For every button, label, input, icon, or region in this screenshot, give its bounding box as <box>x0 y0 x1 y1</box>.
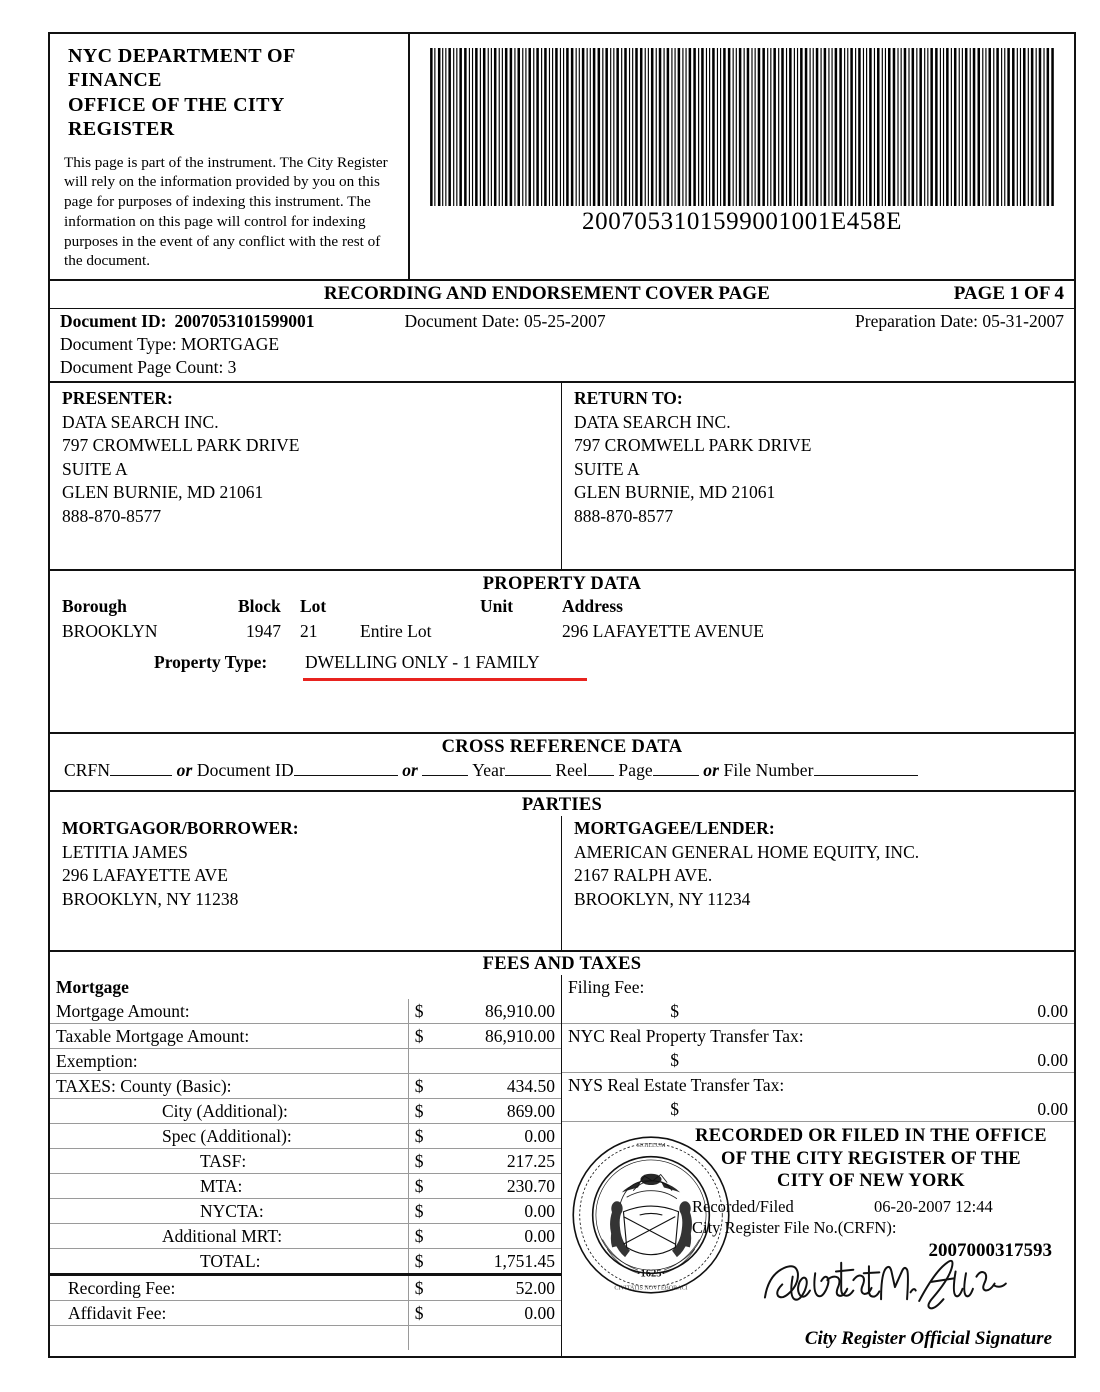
row-amount <box>443 1049 561 1074</box>
year-input[interactable] <box>505 775 551 776</box>
row-dollar: $ <box>408 1024 443 1049</box>
property-type-value: DWELLING ONLY - 1 FAMILY <box>305 652 540 673</box>
fees-and-taxes-title: FEES AND TAXES <box>482 954 642 974</box>
agency-title <box>64 44 394 142</box>
value-lot: 21 <box>300 621 318 642</box>
mortgage-fee-table <box>50 975 561 1350</box>
row-dollar: $ <box>408 1124 443 1149</box>
row-label: NYC Real Property Transfer Tax: <box>562 1024 1074 1049</box>
col-header-address: Address <box>562 596 623 617</box>
table-row-total <box>50 1249 561 1275</box>
cover-page-document <box>48 32 1076 1358</box>
crfn-value: 2007000317593 <box>928 1239 1052 1261</box>
table-row <box>50 1024 561 1049</box>
or-1: or <box>176 759 193 780</box>
row-amount: 0.00 <box>1037 1098 1068 1119</box>
document-id-value: 2007053101599001 <box>174 311 315 332</box>
nyc-city-seal-icon <box>570 1134 732 1296</box>
property-type-highlight-underline <box>303 678 587 681</box>
barcode-number: 2007053101599001001E458E <box>582 208 902 235</box>
row-label: Taxable Mortgage Amount: <box>50 1024 408 1049</box>
row-label: Mortgage Amount: <box>56 1000 190 1021</box>
row-label: NYS Real Estate Transfer Tax: <box>562 1073 1074 1098</box>
file-number-input[interactable] <box>814 775 918 776</box>
document-type: Document Type: MORTGAGE <box>60 334 280 355</box>
barcode-image <box>428 48 1056 206</box>
row-label: TAXES: County (Basic): <box>50 1074 408 1099</box>
table-row <box>562 1073 1074 1098</box>
row-amount: 86,910.00 <box>485 1000 555 1021</box>
agency-disclaimer-text: This page is part of the instrument. The City Register will rely on the information provided by you on this page for purposes of indexing this instrument. The information on this page will control for indexing purposes in the event of any conflict with the rest of the document. <box>64 153 388 270</box>
mortgagee-column <box>562 816 1074 950</box>
mortgagor-line: 296 LAFAYETTE AVE <box>62 865 228 886</box>
value-lot-extent: Entire Lot <box>360 621 432 642</box>
reel-input[interactable] <box>588 775 614 776</box>
row-dollar: $ <box>408 1074 443 1099</box>
svg-text:CIVITATIS NOVI EBORACI: CIVITATIS NOVI EBORACI <box>614 1285 688 1292</box>
col-header-unit: Unit <box>480 596 514 617</box>
cover-page-title-row <box>50 281 1074 309</box>
value-block: 1947 <box>246 621 281 642</box>
document-id-label-xref: Document ID <box>196 759 294 780</box>
mortgagor-column <box>50 816 562 950</box>
presenter-line: GLEN BURNIE, MD 21061 <box>62 482 264 503</box>
mortgagor-line: BROOKLYN, NY 11238 <box>62 888 239 909</box>
property-data-section <box>50 571 1074 734</box>
table-row <box>562 975 1074 999</box>
row-amount: 0.00 <box>443 1301 561 1326</box>
row-amount: 0.00 <box>443 1199 561 1224</box>
row-amount: 0.00 <box>443 1124 561 1149</box>
presenter-line: 797 CROMWELL PARK DRIVE <box>62 435 300 456</box>
page-input[interactable] <box>653 775 699 776</box>
table-row <box>50 1149 561 1174</box>
recording-stamp-heading-line2: OF THE CITY REGISTER OF THE <box>721 1148 1021 1169</box>
row-amount: 0.00 <box>1037 1000 1068 1021</box>
mortgagee-line: BROOKLYN, NY 11234 <box>574 888 751 909</box>
table-row <box>50 1124 561 1149</box>
year-label: Year <box>472 759 505 780</box>
barcode-box <box>410 34 1074 279</box>
row-dollar: $ <box>408 1149 443 1174</box>
fees-and-taxes-section <box>50 952 1074 1356</box>
col-header-block: Block <box>238 596 281 617</box>
document-id-input[interactable] <box>294 775 398 776</box>
row-dollar: $ <box>408 1199 443 1224</box>
return-to-line: SUITE A <box>574 458 640 479</box>
city-register-signature-image <box>758 1250 1018 1312</box>
row-label: Spec (Additional): <box>50 1124 408 1149</box>
file-number-label: File Number <box>723 759 814 780</box>
row-amount: 869.00 <box>443 1099 561 1124</box>
row-amount: 86,910.00 <box>443 1024 561 1049</box>
spacer-cell <box>443 1326 561 1351</box>
mortgagee-line: AMERICAN GENERAL HOME EQUITY, INC. <box>574 841 920 862</box>
row-dollar <box>408 1049 443 1074</box>
agency-title-line1: NYC DEPARTMENT OF FINANCE <box>68 45 295 92</box>
page-label: Page <box>618 759 653 780</box>
table-row <box>50 1174 561 1199</box>
total-dollar: $ <box>408 1249 443 1275</box>
other-taxes-table <box>562 975 1074 1121</box>
table-row <box>50 1301 561 1326</box>
value-address: 296 LAFAYETTE AVENUE <box>562 621 764 642</box>
recording-stamp-heading-line3: CITY OF NEW YORK <box>777 1171 965 1192</box>
presenter-column <box>50 383 562 569</box>
row-dollar: $ <box>408 1174 443 1199</box>
table-row <box>562 1024 1074 1049</box>
recording-stamp-heading-line1: RECORDED OR FILED IN THE OFFICE <box>695 1126 1047 1146</box>
cover-page-title: RECORDING AND ENDORSEMENT COVER PAGE <box>323 283 770 305</box>
row-label: MTA: <box>50 1174 408 1199</box>
row-label: Additional MRT: <box>50 1224 408 1249</box>
row-label: TASF: <box>50 1149 408 1174</box>
row-amount: 0.00 <box>1037 1049 1068 1070</box>
table-row <box>50 1275 561 1301</box>
row-dollar: $ <box>670 1049 679 1070</box>
mortgagee-line: 2167 RALPH AVE. <box>574 865 713 886</box>
col-header-borough: Borough <box>62 596 127 617</box>
table-row <box>562 999 1074 1024</box>
preparation-date: Preparation Date: 05-31-2007 <box>855 311 1064 332</box>
row-dollar: $ <box>670 1098 679 1119</box>
document-info-block <box>50 309 1074 383</box>
document-id-label: Document ID: <box>60 311 167 332</box>
row-dollar: $ <box>670 1000 679 1021</box>
table-row <box>562 1097 1074 1121</box>
property-table <box>50 596 1074 652</box>
return-to-column <box>562 383 1074 569</box>
property-data-title: PROPERTY DATA <box>482 574 642 595</box>
col-header-lot: Lot <box>300 596 327 617</box>
value-borough: BROOKLYN <box>62 621 158 642</box>
mortgage-heading: Mortgage <box>56 976 129 997</box>
taxes-and-recording-wrap <box>562 975 1074 1356</box>
table-row-spacer <box>50 1326 561 1351</box>
cross-reference-title: CROSS REFERENCE DATA <box>441 736 683 757</box>
spacer-cell <box>408 1326 443 1351</box>
table-row <box>50 1074 561 1099</box>
document-page-count: Document Page Count: 3 <box>60 357 237 378</box>
property-type-row <box>50 652 1074 682</box>
signature-caption: City Register Official Signature <box>804 1328 1052 1349</box>
table-row <box>50 1224 561 1249</box>
recorded-filed-label: Recorded/Filed <box>692 1196 794 1216</box>
svg-text:SIGILLUM: SIGILLUM <box>636 1142 666 1149</box>
document-date: Document Date: 05-25-2007 <box>404 311 606 332</box>
total-label: TOTAL: <box>50 1249 408 1275</box>
row-dollar: $ <box>408 1275 443 1301</box>
row-dollar: $ <box>408 1224 443 1249</box>
row-label: NYCTA: <box>50 1199 408 1224</box>
mortgagee-heading: MORTGAGEE/LENDER: <box>574 818 775 838</box>
recording-stamp-block <box>562 1121 1074 1356</box>
table-row <box>50 1199 561 1224</box>
presenter-line: SUITE A <box>62 458 128 479</box>
presenter-return-block <box>50 383 1074 571</box>
or-2: or <box>402 759 418 780</box>
parties-title: PARTIES <box>521 795 603 815</box>
row-amount: 217.25 <box>443 1149 561 1174</box>
total-amount: 1,751.45 <box>443 1249 561 1275</box>
return-to-line: 797 CROMWELL PARK DRIVE <box>574 435 812 456</box>
return-to-line: GLEN BURNIE, MD 21061 <box>574 482 776 503</box>
row-dollar: $ <box>408 999 443 1024</box>
year-prefix-input[interactable] <box>422 775 468 776</box>
row-amount: 0.00 <box>443 1224 561 1249</box>
reel-label: Reel <box>555 759 588 780</box>
mortgagor-heading: MORTGAGOR/BORROWER: <box>62 818 299 838</box>
presenter-heading: PRESENTER: <box>62 388 173 409</box>
row-dollar: $ <box>408 1301 443 1326</box>
row-label: Filing Fee: <box>568 976 645 997</box>
page-indicator: PAGE 1 OF 4 <box>953 283 1064 305</box>
row-label: City (Additional): <box>50 1099 408 1124</box>
mortgage-fee-table-wrap <box>50 975 562 1356</box>
crfn-label-stamp: City Register File No.(CRFN): <box>692 1218 897 1238</box>
table-row <box>50 999 561 1024</box>
or-3: or <box>703 759 720 780</box>
presenter-line: 888-870-8577 <box>62 506 162 526</box>
row-label: Exemption: <box>50 1049 408 1074</box>
header-band <box>50 34 1074 281</box>
row-amount: 52.00 <box>443 1275 561 1301</box>
cross-reference-section <box>50 734 1074 792</box>
recorded-filed-row <box>692 1196 1074 1217</box>
return-to-line: 888-870-8577 <box>574 506 674 526</box>
return-to-line: DATA SEARCH INC. <box>574 411 731 432</box>
row-amount: 230.70 <box>443 1174 561 1199</box>
agency-info-box <box>50 34 410 279</box>
property-type-label: Property Type: <box>154 652 268 673</box>
signature-name <box>562 1262 563 1263</box>
mortgagor-line: LETITIA JAMES <box>62 841 188 862</box>
row-dollar: $ <box>408 1099 443 1124</box>
presenter-line: DATA SEARCH INC. <box>62 411 219 432</box>
recorded-filed-value: 06-20-2007 12:44 <box>874 1196 993 1216</box>
crfn-input[interactable] <box>110 775 172 776</box>
table-row <box>50 975 561 999</box>
table-row <box>562 1048 1074 1073</box>
row-label: Recording Fee: <box>50 1275 408 1301</box>
crfn-label: CRFN <box>64 759 111 780</box>
row-label: Affidavit Fee: <box>50 1301 408 1326</box>
return-to-heading: RETURN TO: <box>574 388 683 409</box>
spacer-cell <box>50 1326 408 1351</box>
parties-section <box>50 792 1074 952</box>
table-row <box>50 1099 561 1124</box>
table-row <box>50 1049 561 1074</box>
agency-title-line2: OFFICE OF THE CITY REGISTER <box>68 93 284 141</box>
row-amount: 434.50 <box>443 1074 561 1099</box>
cross-reference-fields <box>50 760 1074 781</box>
seal-year-text: ·1625· <box>636 1268 666 1280</box>
